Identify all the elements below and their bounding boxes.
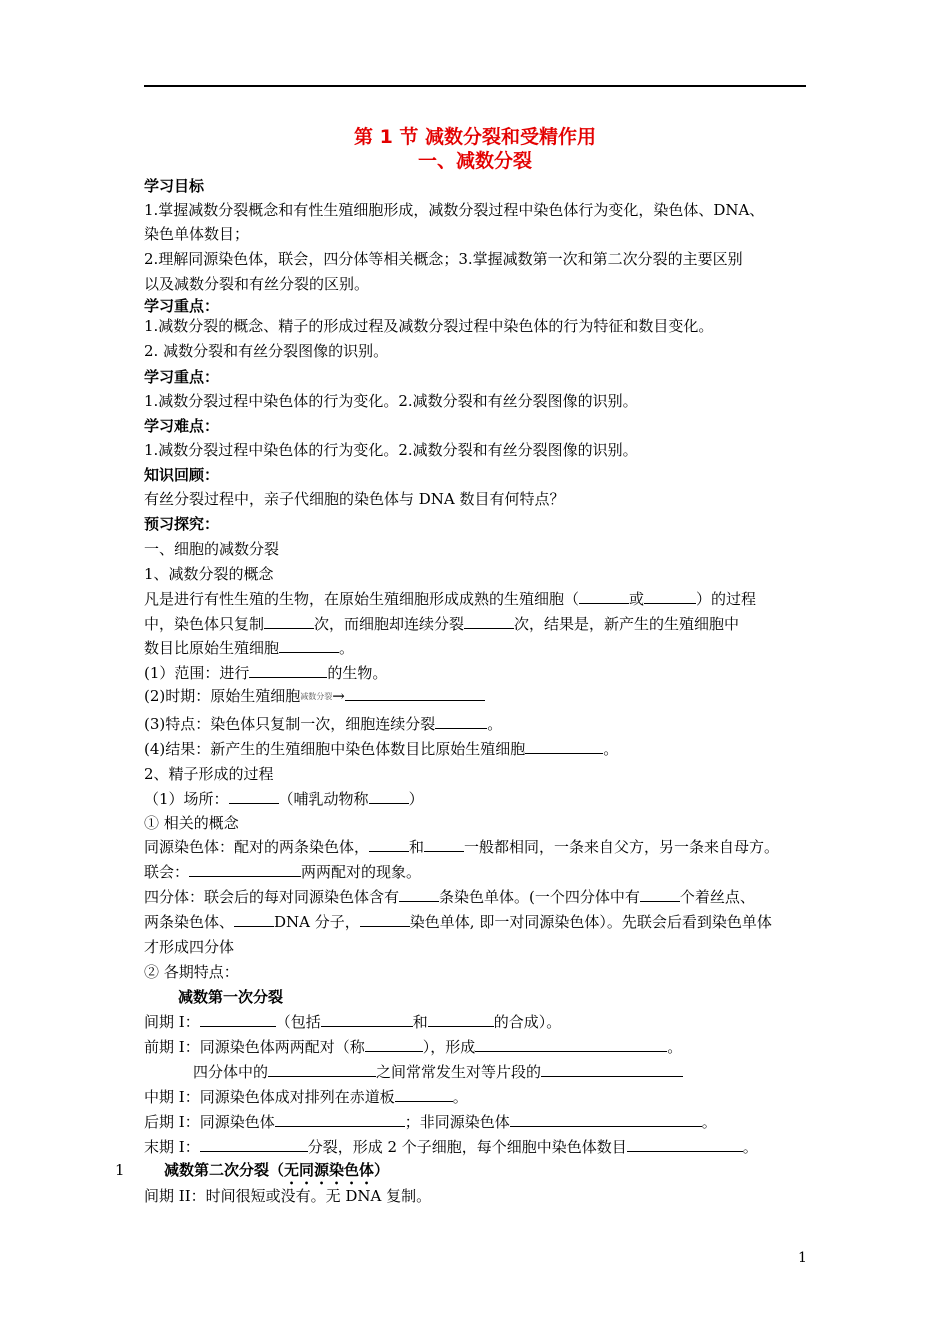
- text: 中，染色体只复制: [144, 615, 265, 633]
- fill-blank[interactable]: [369, 837, 409, 852]
- place-line: [144, 789, 814, 809]
- interphase-two-line: 间期 II：时间很短或没有。无 DNA 复制。: [144, 1187, 432, 1205]
- fill-blank[interactable]: [189, 862, 301, 877]
- text: 一般都相同，一条来自父方，另一条来自母方。: [464, 838, 780, 856]
- fill-blank[interactable]: [579, 589, 629, 604]
- key-points-line: 1.减数分裂的概念、精子的形成过程及减数分裂过程中染色体的行为特征和数目变化。: [144, 317, 714, 335]
- fill-blank[interactable]: [369, 789, 409, 804]
- section-title: 第 1 节 减数分裂和受精作用: [353, 126, 597, 148]
- feature-line: [144, 714, 814, 734]
- arrow-label: 减数分裂: [300, 692, 333, 701]
- page-number: 1: [798, 1250, 807, 1266]
- text: (3)特点：染色体只复制一次，细胞连续分裂: [144, 715, 436, 733]
- fill-blank[interactable]: [279, 638, 339, 653]
- fill-blank[interactable]: [627, 1137, 743, 1152]
- fill-blank[interactable]: [525, 739, 603, 754]
- arrow-icon: →: [332, 687, 345, 705]
- period-line: [144, 686, 814, 707]
- review-question: 有丝分裂过程中，亲子代细胞的染色体与 DNA 数目有何特点？: [144, 490, 565, 508]
- text: 凡是进行有性生殖的生物，在原始生殖细胞形成成熟的生殖细胞（: [144, 590, 580, 608]
- fill-blank[interactable]: [360, 912, 410, 927]
- fill-blank[interactable]: [229, 789, 279, 804]
- text: 。: [701, 1113, 717, 1131]
- fill-blank[interactable]: [365, 1037, 423, 1052]
- text: 末期 I：: [144, 1138, 200, 1156]
- fill-blank[interactable]: [275, 1112, 405, 1127]
- fill-blank[interactable]: [268, 1062, 376, 1077]
- text: 间期 I：: [144, 1013, 200, 1031]
- text: 后期 I：同源染色体: [144, 1113, 275, 1131]
- fill-blank[interactable]: [200, 1012, 276, 1027]
- text: (2)时期：原始生殖细胞: [144, 687, 301, 705]
- text: 次，而细胞却连续分裂: [314, 615, 465, 633]
- text: 前期 I：同源染色体两两配对（称: [144, 1038, 365, 1056]
- text: 个着丝点、: [679, 888, 755, 906]
- text: 分裂，形成 2 个子细胞，每个细胞中染色体数目: [307, 1138, 627, 1156]
- difficulty-line: 1.减数分裂过程中染色体的行为变化。2.减数分裂和有丝分裂图像的识别。: [144, 441, 638, 459]
- preview-section: 一、细胞的减数分裂: [144, 540, 280, 558]
- text: 。: [487, 715, 503, 733]
- text: 两条染色体、: [144, 913, 235, 931]
- text: 和: [409, 838, 425, 856]
- range-line: [144, 663, 814, 683]
- header-rule: [144, 85, 806, 87]
- text: 条染色单体。(一个四分体中有: [439, 888, 640, 906]
- tetrad-line: [144, 912, 814, 932]
- fill-blank[interactable]: [399, 887, 439, 902]
- text: ；非同源染色体: [404, 1113, 510, 1131]
- interphase-line: [144, 1012, 814, 1032]
- goals-line: 1.掌握减数分裂概念和有性生殖细胞形成，减数分裂过程中染色体行为变化，染色体、DNA、: [144, 201, 765, 219]
- text: 次，结果是，新产生的生殖细胞中: [514, 615, 740, 633]
- text: 。: [339, 639, 355, 657]
- preview-heading: 预习探究：: [144, 515, 220, 533]
- text: 的合成）。: [493, 1013, 562, 1031]
- text: 。: [742, 1138, 758, 1156]
- text: 的生物。: [327, 664, 388, 682]
- fill-blank[interactable]: [345, 686, 485, 701]
- review-heading: 知识回顾：: [144, 466, 220, 484]
- telophase-line: [144, 1137, 814, 1157]
- sperm-heading: 2、精子形成的过程: [144, 765, 274, 783]
- fill-blank[interactable]: [321, 1012, 413, 1027]
- metaphase-line: [144, 1087, 814, 1107]
- prophase-line: [193, 1062, 863, 1082]
- emphasized-text: 无同源染色体: [284, 1161, 375, 1179]
- fill-blank[interactable]: [424, 837, 464, 852]
- text: 同源染色体：配对的两条染色体，: [144, 838, 370, 856]
- text: (4)结果：新产生的生殖细胞中染色体数目比原始生殖细胞: [144, 740, 526, 758]
- fill-blank[interactable]: [435, 714, 487, 729]
- concepts-heading: ① 相关的概念: [144, 814, 239, 832]
- text: 数目比原始生殖细胞: [144, 639, 280, 657]
- key-points-heading: 学习重点：: [144, 297, 220, 315]
- goals-line: 染色单体数目；: [144, 225, 250, 243]
- key-points-line: 2. 减数分裂和有丝分裂图像的识别。: [144, 342, 389, 360]
- subsection-title: 一、减数分裂: [417, 150, 532, 172]
- fill-blank[interactable]: [644, 589, 696, 604]
- prophase-line: [144, 1037, 814, 1057]
- goals-line: 以及减数分裂和有丝分裂的区别。: [144, 275, 370, 293]
- fill-blank[interactable]: [464, 614, 514, 629]
- tetrad-line: 才形成四分体: [144, 938, 235, 956]
- text: ）: [374, 1161, 390, 1179]
- text: 四分体：联会后的每对同源染色体含有: [144, 888, 400, 906]
- preview-subsection: 1、减数分裂的概念: [144, 565, 274, 583]
- concept-line: [144, 614, 814, 634]
- tetrad-line: [144, 887, 814, 907]
- key-points-heading: 学习重点：: [144, 368, 220, 386]
- text: 之间常常发生对等片段的: [376, 1063, 542, 1081]
- text: ）: [408, 790, 424, 808]
- text: ），形成: [422, 1038, 476, 1056]
- text: 四分体中的: [193, 1063, 269, 1081]
- meiosis-one-heading: 减数第一次分裂: [178, 988, 284, 1006]
- meiosis-two-heading: [164, 1160, 834, 1188]
- text: 和: [412, 1013, 428, 1031]
- anaphase-line: [144, 1112, 814, 1132]
- text: (1）范围：进行: [144, 664, 250, 682]
- goals-line: 2.理解同源染色体，联会，四分体等相关概念；3.掌握减数第一次和第二次分裂的主要区别: [144, 250, 743, 268]
- stages-heading: ② 各期特点：: [144, 963, 239, 981]
- fill-blank[interactable]: [200, 1137, 308, 1152]
- text: 。: [452, 1088, 468, 1106]
- text: DNA 分子，: [274, 913, 360, 931]
- difficulty-heading: 学习难点：: [144, 417, 220, 435]
- concept-line: [144, 638, 814, 658]
- text: （哺乳动物称: [278, 790, 369, 808]
- fill-blank[interactable]: [264, 614, 314, 629]
- result-line: [144, 739, 814, 759]
- text: 或: [629, 590, 645, 608]
- text: 两两配对的现象。: [301, 863, 422, 881]
- text: 联会：: [144, 863, 190, 881]
- text: （1）场所：: [144, 790, 229, 808]
- fill-blank[interactable]: [234, 912, 274, 927]
- synapsis-line: [144, 862, 814, 882]
- key-points-line: 1.减数分裂过程中染色体的行为变化。2.减数分裂和有丝分裂图像的识别。: [144, 392, 638, 410]
- fill-blank[interactable]: [428, 1012, 494, 1027]
- text: 。: [603, 740, 619, 758]
- text: 染色单体, 即一对同源染色体）。先联会后看到染色单体: [409, 913, 772, 931]
- text: 减数第二次分裂（: [164, 1161, 285, 1179]
- text: 中期 I：同源染色体成对排列在赤道板: [144, 1088, 395, 1106]
- text: 。: [667, 1038, 683, 1056]
- homolog-line: [144, 837, 814, 857]
- fill-blank[interactable]: [249, 663, 327, 678]
- margin-number: 1: [115, 1161, 125, 1179]
- fill-blank[interactable]: [475, 1037, 667, 1052]
- fill-blank[interactable]: [640, 887, 680, 902]
- concept-line: [144, 589, 814, 609]
- text: （包括: [275, 1013, 321, 1031]
- fill-blank[interactable]: [541, 1062, 683, 1077]
- text: ）的过程: [696, 590, 757, 608]
- fill-blank[interactable]: [395, 1087, 453, 1102]
- fill-blank[interactable]: [510, 1112, 702, 1127]
- goals-heading: 学习目标: [144, 177, 205, 195]
